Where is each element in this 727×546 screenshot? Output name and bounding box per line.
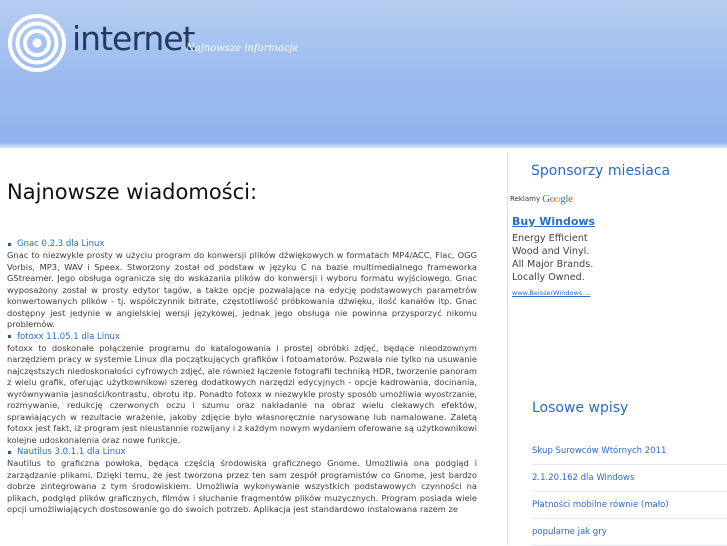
random-post-link[interactable]: 2.1.20.162 dla Windows (532, 473, 635, 483)
random-post-link[interactable]: Skup Surowców Wtórnych 2011 (532, 446, 667, 456)
news-description: fotoxx to doskonałe połączenie programu do katalogowania i prostej obróbki zdjęć, będące nieodzownym narzędziem pracy w systemie Linux dla początkujących grafików i fotoamatorów. Pozwala nie tylko na usuwanie najczęstszych niedoskonałości cyfrowych zdjęć, ale również łączenie fotografii techniką HDR, tworzenie panoram z wielu grafik, oferując użytkownikowi szereg dodatkowych narzędzi edycyjnych - opcje kadrowania, docinania, wyrównywania jasności/kontrastu, obrotu itp. Ponadto fotoxx w niezwykle prosty sposób umożliwia wyostrzanie, rozmywanie, redukcję czerwonych oczu i szumu oraz nakładanie na obraz wielu ciekawych efektów, sprawiających w rezultacie wrażenie, jakoby zdjęcie było własnoręcznie narysowane lub namalowane. Zaletą fotoxx jest fakt, iż program jest nieustannie rozwijany i z każdym nowym wydaniem oferowane są użytkownikowi kolejne udoskonalenia oraz nowe funkcje. (7, 342, 477, 445)
random-post-link[interactable]: popularne jak gry (532, 527, 607, 537)
bullet-icon (8, 451, 11, 454)
random-posts-list (532, 438, 727, 546)
news-description: Nautilus to graficzna powłoka, będąca częścią środowiska graficznego Gnome. Umożliwia ona podgląd i zarządzanie plikami. Dzięki temu, że jest tworzona przez ten sam zespół programistów co Gnome, jest bardzo dobrze zintegrowana z tym środowiskiem. Umożliwia wykonywanie wszystkich podstawowych czynności na plikach, podgląd plików graficznych, filmów i słuchanie fragmentów plików muzycznych. Program posiada wiele opcji umożliwiających dostosowanie go do swoich potrzeb. Aplikacja jest standardowo instalowana razem ze (7, 458, 477, 514)
list-item (7, 238, 477, 331)
news-title-link[interactable]: Nautilus 3.0.1.1 dla Linux (17, 447, 126, 457)
ad-line: Wood and Vinyl. (512, 246, 590, 257)
news-header (7, 238, 477, 250)
google-logo-icon (542, 193, 573, 205)
ad-line: All Major Brands. (512, 259, 594, 270)
list-item (532, 492, 727, 519)
list-item (532, 519, 727, 546)
google-letter: o (549, 193, 555, 205)
list-item (532, 438, 727, 465)
list-item (7, 331, 477, 447)
main-content (0, 152, 497, 545)
sponsor-heading: Sponsorzy miesiaca (531, 163, 671, 179)
list-item (7, 446, 477, 516)
ad-title-link[interactable]: Buy Windows (512, 215, 596, 228)
google-letter: G (542, 193, 550, 205)
random-posts-heading: Losowe wpisy (532, 400, 629, 416)
bullet-icon (8, 243, 11, 246)
site-tagline: Najnowsze informacje (186, 43, 299, 54)
site-header (0, 0, 727, 148)
news-header (7, 331, 477, 343)
ad-text (512, 232, 593, 284)
google-letter: o (554, 193, 561, 205)
target-logo-icon[interactable] (8, 14, 66, 72)
news-title-link[interactable]: fotoxx 11.05.1 dla Linux (17, 331, 120, 342)
ad-line: Locally Owned. (512, 272, 585, 283)
sidebar (507, 152, 727, 545)
ad-line: Energy Efficient (512, 233, 588, 244)
google-letter: e (568, 193, 573, 205)
news-list (7, 238, 477, 516)
news-description: Gnac to niezwykle prosty w użyciu program do konwersji plików dźwiękowych w formatach MP4/ACC, Flac, OGG Vorbis, MP3, WAV i Speex. Stworzony został od podstaw w języku C na bazie multimedialnego frameworka GStreamer. Jego obsługa ogranicza się do wskazania plików do konwersji i wyboru formatu wyjściowego. Gnac wyposażony został w prosty edytor tagów, a także opcje pozwalające na edycję podstawowych parametrów konwertowanych plików - tj. współczynnik bitrate, częstotliwość próbkowania dźwięku, ilość kanałów itp. Gnac dostępny jest jedynie w angielskiej wersji językowej, jednak jego obsługa nie powinna przysporzyć nikomu problemów. (7, 250, 477, 329)
list-item (532, 465, 727, 492)
random-post-link[interactable]: Płatności mobilne równie (mało) (532, 500, 669, 510)
google-letter: l (565, 193, 569, 205)
page-title: Najnowsze wiadomości: (7, 180, 258, 204)
bullet-icon (8, 335, 11, 338)
news-header (7, 446, 477, 458)
ads-by-google[interactable] (510, 193, 573, 205)
ad-url-link[interactable]: www.BeisserWindows.... (512, 289, 591, 297)
site-title[interactable]: internet (72, 19, 195, 58)
google-letter: g (560, 193, 566, 205)
news-title-link[interactable]: Gnac 0.2.3 dla Linux (17, 239, 105, 249)
ads-by-label: Reklamy (510, 195, 541, 203)
